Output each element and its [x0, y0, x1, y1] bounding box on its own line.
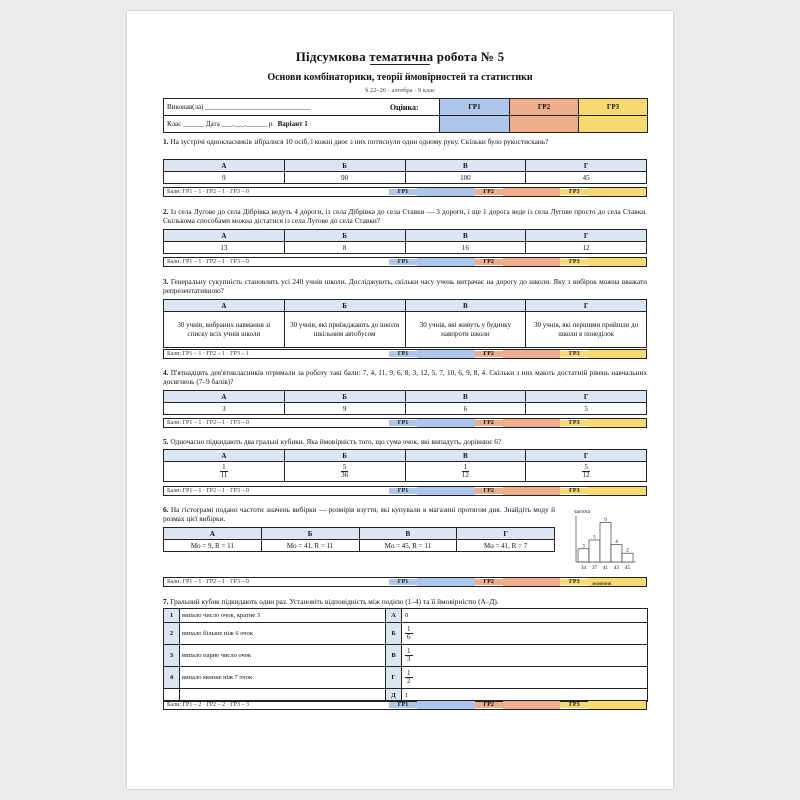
- answer-g[interactable]: 30 учнів, які першими прийшли до школи в понеділок: [526, 312, 647, 348]
- answer-b[interactable]: 30 учнів, які приїжджають до школи шкільним автобусом: [284, 312, 405, 348]
- question-6: 6. На гістограмі подано частоти значень вибірки — розмірів взуття, які купували в магазині протягом дня. Знайдіть моду й розмах цієї вибірки.: [163, 505, 555, 523]
- score-bar-q4: Бали: ГР1 – 1 · ГР2 – 1 · ГР3 – 0 ГР1 ГР2 ГР3: [163, 418, 647, 428]
- answer-v[interactable]: 100: [405, 172, 526, 184]
- prob-v: $\frac{1}{3}$: [402, 645, 648, 667]
- score-bar-q3: Бали: ГР1 – 1 · ГР2 – 1 · ГР3 – 1 ГР1 ГР2 ГР3: [163, 349, 647, 359]
- hist-ylabel: частота: [574, 510, 590, 515]
- score-bar-q1: Бали: ГР1 – 1 · ГР2 – 1 · ГР3 – 0 ГР1 ГР2 ГР3: [163, 187, 647, 197]
- name-field[interactable]: Виконав(ла) ______________________________: [164, 99, 370, 116]
- matching-table-q7: 1 випало число очок, кратне 3 А 0 2 випало більше ніж 6 очок Б $\frac{1}{6}$ 3 випало парне число очок В $\frac{1}{3}$ 4 випало менше ніж 7 очок Г $\frac{1}{2}$ Д 1: [163, 608, 648, 702]
- gr2-score-cell[interactable]: [510, 116, 579, 133]
- hist-tick-label: 43: [614, 566, 619, 571]
- hist-value-label: 4: [615, 539, 618, 545]
- answer-v[interactable]: 6: [405, 403, 526, 415]
- prob-b: $\frac{1}{6}$: [402, 623, 648, 645]
- answer-v[interactable]: Mo = 45, R = 11: [359, 540, 457, 552]
- score-bar-q7: Бали: ГР1 – 2 · ГР2 – 2 · ГР3 – 3 ГР1 ГР2 ГР3: [163, 700, 647, 710]
- title-underline: [370, 64, 430, 65]
- prob-d: 1: [402, 689, 648, 702]
- hist-tick-label: 37: [592, 566, 597, 571]
- gr3-header: ГР3: [579, 99, 648, 116]
- worksheet-page: [127, 11, 673, 789]
- hist-value-label: 3: [582, 544, 585, 550]
- answer-a[interactable]: $\frac{1}{11}$: [164, 462, 285, 482]
- question-2: 2. Із села Лугове до села Дібрівка ведуть 4 дороги, із села Дібрівка до села Ставки — 3 дороги, і ще 1 дорога веде із села Лугове просто до села Ставки. Скількома способами можна дістатися із села Лугове до села Ставки?: [163, 207, 647, 225]
- answer-a[interactable]: 13: [164, 242, 285, 254]
- question-7: 7. Гральний кубик підкидають один раз. Установіть відповідність між подією (1–4) та її ймовірністю (А–Д).: [163, 597, 499, 606]
- hist-tick-label: 34: [581, 566, 586, 571]
- hist-bar-34: [578, 549, 589, 562]
- histogram-chart: [570, 507, 640, 587]
- hist-value-label: 2: [626, 548, 629, 554]
- prob-g: $\frac{1}{2}$: [402, 667, 648, 689]
- answer-b[interactable]: 90: [284, 172, 405, 184]
- answer-g[interactable]: $\frac{5}{12}$: [526, 462, 647, 482]
- answer-v[interactable]: 30 учнів, які живуть у будинку навпроти школи: [405, 312, 526, 348]
- answer-g[interactable]: Mo = 41, R = 7: [457, 540, 555, 552]
- answer-g[interactable]: 12: [526, 242, 647, 254]
- answers-q2: А Б В Г 13 8 16 12: [163, 229, 647, 254]
- answer-a[interactable]: 30 учнів, вибраних навмання зі списку всіх учнів школи: [164, 312, 285, 348]
- hist-value-label: 9: [604, 517, 607, 523]
- answer-a[interactable]: Mo = 9, R = 11: [164, 540, 262, 552]
- event-1: випало число очок, кратне 3: [180, 609, 386, 623]
- question-4: 4. П'ятнадцять дев'ятикласників отримали за роботу такі бали: 7, 4, 11, 9, 6, 8, 3, 12, 5, 7, 10, 6, 9, 8, 4. Скільки з них мають достатній рівень навчальних досягнень (7–9 балів)?: [163, 368, 647, 386]
- answers-q4: А Б В Г 3 9 6 5: [163, 390, 647, 415]
- answers-q6: А Б В Г Mo = 9, R = 11 Mo = 41, R = 11 Mo = 45, R = 11 Mo = 41, R = 7: [163, 527, 555, 552]
- hist-tick-label: 45: [625, 566, 630, 571]
- grade-label: Оцінка:: [370, 99, 440, 116]
- event-2: випало більше ніж 6 очок: [180, 623, 386, 645]
- hist-xlabel: значення: [592, 582, 612, 587]
- question-3: 3. Генеральну сукупність становлять усі 240 учнів школи. Досліджують, скільки часу учень витрачає на дорогу до школи. Яку з вибірок можна вважати репрезентативною?: [163, 277, 647, 295]
- hist-bar-43: [611, 544, 622, 562]
- event-4: випало менше ніж 7 очок: [180, 667, 386, 689]
- answer-b[interactable]: 9: [284, 403, 405, 415]
- answers-q1: [163, 159, 647, 184]
- score-bar-q2: Бали: ГР1 – 1 · ГР2 – 1 · ГР3 – 0 ГР1 ГР2 ГР3: [163, 257, 647, 267]
- answers-q5: А Б В Г $\frac{1}{11}$ $\frac{5}{36}$ $\frac{1}{12}$ $\frac{5}{12}$: [163, 449, 647, 482]
- hist-value-label: 5: [593, 535, 596, 541]
- question-1: 1. На зустрічі однокласників зібралися 10 осіб, і кожні двоє з них потиснули один одному руку. Скільки було рукостискань?: [163, 137, 549, 146]
- hist-bar-45: [622, 553, 633, 562]
- page-title: Підсумкова тематична робота № 5: [295, 49, 505, 64]
- col-a: А: [164, 160, 285, 172]
- hist-tick-label: 41: [603, 566, 608, 571]
- answer-b[interactable]: $\frac{5}{36}$: [284, 462, 405, 482]
- page-subtitle: Основи комбінаторики, теорії ймовірностей та статистики: [267, 72, 533, 83]
- score-bar-q6: Бали: ГР1 – 1 · ГР2 – 1 · ГР3 – 0 ГР1 ГР2 ГР3: [163, 577, 647, 587]
- answers-q3: А Б В Г 30 учнів, вибраних навмання зі списку всіх учнів школи 30 учнів, які приїжджають до школи шкільним автобусом 30 учнів, які живуть у будинку навпроти школи 30 учнів, які першими прийшли до школи в понеділок: [163, 299, 647, 348]
- variant-label: Варіант 1: [277, 120, 308, 128]
- hist-bar-41: [600, 522, 611, 562]
- hist-bar-37: [589, 540, 600, 562]
- paragraph-reference: § 22–26 · алгебра · 9 клас: [364, 87, 436, 94]
- answer-g[interactable]: 5: [526, 403, 647, 415]
- question-5: 5. Одночасно підкидають два гральні кубики. Яка ймовірність того, що сума очок, які випадуть, дорівнює 6?: [163, 437, 502, 446]
- answer-v[interactable]: 16: [405, 242, 526, 254]
- answer-b[interactable]: Mo = 41, R = 11: [261, 540, 359, 552]
- col-v: В: [405, 160, 526, 172]
- score-bar-q5: Бали: ГР1 – 1 · ГР2 – 1 · ГР3 – 0 ГР1 ГР2 ГР3: [163, 486, 647, 496]
- col-b: Б: [284, 160, 405, 172]
- gr2-header: ГР2: [510, 99, 579, 116]
- student-header-table: [163, 98, 648, 133]
- answer-g[interactable]: 45: [526, 172, 647, 184]
- event-3: випало парне число очок: [180, 645, 386, 667]
- col-g: Г: [526, 160, 647, 172]
- gr1-header: ГР1: [440, 99, 510, 116]
- gr1-score-cell[interactable]: [440, 116, 510, 133]
- gr3-score-cell[interactable]: [579, 116, 648, 133]
- prob-a: 0: [402, 609, 648, 623]
- answer-v[interactable]: $\frac{1}{12}$: [405, 462, 526, 482]
- answer-a[interactable]: 9: [164, 172, 285, 184]
- answer-a[interactable]: 3: [164, 403, 285, 415]
- class-date-line[interactable]: Клас ______ Дата ___.___.______ р. Варіант 1: [164, 116, 440, 133]
- answer-b[interactable]: 8: [284, 242, 405, 254]
